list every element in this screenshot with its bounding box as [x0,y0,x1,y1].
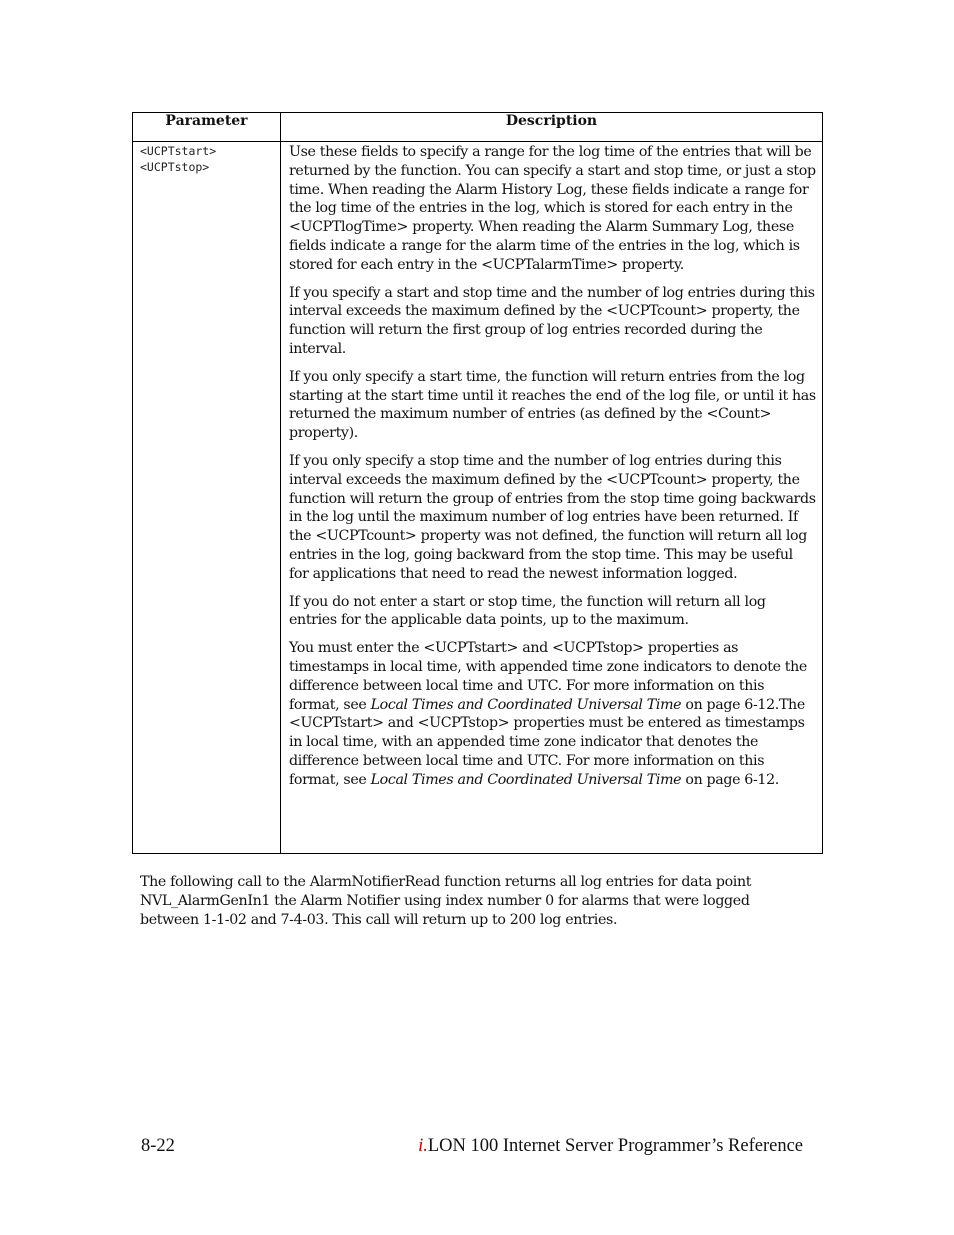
cross-reference-title: Local Times and Coordinated Universal Time [370,696,682,713]
description-paragraph [289,368,816,443]
footer-title-text: LON 100 Internet Server Programmer’s Reference [427,1136,803,1156]
paragraph-text: If you specify a start and stop time and the number of log entries during this interval exceeds the maximum defined by the <UCPTcount> property, the function will return the first group of log entries recorded during the interval. [289,284,815,357]
param-name-ucptstart: <UCPTstart> [140,144,217,158]
brand-i-prefix: i. [418,1136,428,1156]
paragraph-text: You must enter the <UCPTstart> and <UCPTstop> properties as timestamps in local time, with appended time zone indicators to denote the difference between local time and UTC. For more information on this format, see [289,640,807,713]
paragraph-text: Use these fields to specify a range for the log time of the entries that will be returned by the function. You can specify a start and stop time, or just a stop time. When reading the Alarm History Log, these fields indicate a range for the log time of the entries in the log, which is stored for each entry in the <UCPTlogTime> property. When reading the Alarm Summary Log, these fields indicate a range for the alarm time of the entries in the log, which is stored for each entry in the <UCPTalarmTime> property. [289,144,816,273]
paragraph-text: If you only specify a start time, the function will return entries from the log starting at the start time until it reaches the end of the log file, or until it has returned the maximum number of entries (as defined by the <Count> property). [289,368,816,442]
body-paragraph: The following call to the AlarmNotifierRead function returns all log entries for data point NVL_AlarmGenIn1 the Alarm Notifier using index number 0 for alarms that were logged between 1-1-02 and 7-4-03. This call will return up to 200 log entries. [140,874,752,928]
description-paragraph [289,593,816,631]
paragraph-text: on page 6-12.The <UCPTstart> and <UCPTstop> properties must be entered as timestamps in local time, with an appended time zone indicator that denotes the difference between local time and UTC. For more information on this format, see [289,696,805,788]
description-paragraph [289,284,816,359]
paragraph-text: on page 6-12. [681,771,779,788]
description-paragraph [289,452,816,584]
cross-reference-title: Local Times and Coordinated Universal Time [370,771,682,788]
table-header-row [133,113,823,142]
table-row [133,142,823,854]
description-cell [281,142,823,854]
description-paragraph [289,639,816,789]
header-description: Description [281,113,823,142]
running-footer-title [418,1136,803,1157]
parameter-table [132,112,823,854]
parameter-cell [133,142,281,854]
page-number: 8-22 [141,1136,175,1156]
paragraph-text: If you do not enter a start or stop time, the function will return all log entries for the applicable data points, up to the maximum. [289,593,766,629]
header-parameter: Parameter [133,113,281,142]
paragraph-text: If you only specify a stop time and the number of log entries during this interval exceeds the maximum defined by the <UCPTcount> property, the function will return the group of entries from the stop time going backwards in the log until the maximum number of log entries have been returned. If the <UCPTcount> property was not defined, the function will return all log entries in the log, going backward from the stop time. This may be useful for applications that need to read the newest information logged. [289,452,816,582]
param-name-ucptstop: <UCPTstop> [140,160,210,174]
description-paragraph [289,143,816,275]
